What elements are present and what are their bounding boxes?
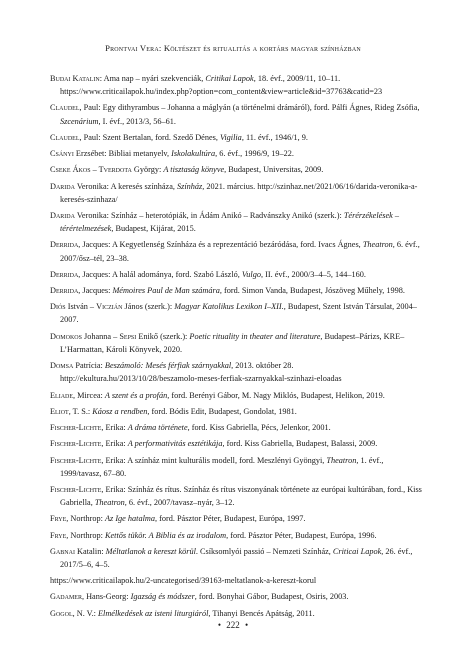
bibliography-entry xyxy=(50,147,426,160)
entry-text: T. S.: xyxy=(70,406,93,416)
bibliography-entry xyxy=(50,545,426,571)
entry-text: Erika: xyxy=(103,439,128,449)
entry-author: Csányi xyxy=(50,149,74,159)
entry-author: Viczián xyxy=(96,302,123,312)
bibliography-entry xyxy=(50,300,426,326)
entry-text: , II. évf., 2000/3–4–5, 144–160. xyxy=(260,269,366,279)
bibliography-entry xyxy=(50,421,426,434)
entry-text: Northrop: xyxy=(68,530,105,540)
entry-text: Veronika: Színház – heterotópiák, in Ádám Anikó – Radvánszky Anikó (szerk.): xyxy=(74,210,344,220)
bibliography-entry xyxy=(50,131,426,144)
entry-text: , ford. Kiss Gabriella, Pécs, Jelenkor, 2001. xyxy=(187,423,331,432)
entry-title: Vigilia xyxy=(219,132,242,142)
entry-text: , ford. Berényi Gábor, M. Nagy Miklós, Budapest, Helikon, 2019. xyxy=(167,390,385,400)
bibliography-entry xyxy=(50,454,426,480)
entry-text: , 2021. március. http://szinhaz.net/2021/06/16/darida-veronika-a-keresés-szinhaza/ xyxy=(60,181,418,204)
entry-title: Theatron xyxy=(362,240,393,250)
entry-text: , ford. Bódis Edit, Budapest, Gondolat, 1981. xyxy=(147,406,297,416)
entry-author: Darida xyxy=(50,181,75,191)
entry-title: Vulgo xyxy=(241,269,261,279)
bibliography-entry xyxy=(50,238,426,264)
entry-author: Derrida, xyxy=(50,269,81,279)
bibliography-entry xyxy=(50,101,426,127)
entry-title: Magyar Katolikus Lexikon I–XII. xyxy=(174,302,284,312)
entry-text: , 6. évf., 1996/9, 19–22. xyxy=(215,149,294,159)
entry-text: Erzsébet: Bibliai metanyelv, xyxy=(73,149,172,159)
entry-title: Kettős tükör. A Biblia és az irodalom xyxy=(105,530,227,540)
entry-author: Frye, xyxy=(50,514,69,524)
entry-title: Szcenárium xyxy=(60,116,99,126)
entry-title: Méltatlanok a kereszt körül xyxy=(105,546,196,556)
entry-text: , Budapest, Universitas, 2009. xyxy=(224,165,324,175)
entry-author: Cseke Ákos – Tverdota xyxy=(50,165,132,175)
bibliography-entry xyxy=(50,574,426,587)
entry-text: , 2013. október 28. http://ekultura.hu/2013/10/28/beszamolo-meses-ferfiak-szarnyakkal-szinhazi-eloadas xyxy=(60,361,342,384)
entry-text: Mircea: xyxy=(75,390,105,400)
entry-text: Erika: xyxy=(103,423,128,432)
entry-text: , 1. évf., 1999/tavasz, 67–80. xyxy=(60,455,384,478)
bibliography-entry xyxy=(50,268,426,281)
entry-text: Patrícia: xyxy=(73,361,105,371)
running-header: Prontvai Vera: Költészet és ritualitás a kortárs magyar színházban xyxy=(105,43,361,53)
entry-text: Northrop: xyxy=(68,514,105,524)
entry-text: Veronika: A keresés színháza, xyxy=(74,181,177,191)
bibliography-entry xyxy=(50,483,426,509)
bibliography-entry xyxy=(50,590,426,603)
entry-author: Eliot, xyxy=(50,406,71,416)
entry-author: Eliade, xyxy=(50,390,76,400)
entry-title: Mémoires Paul de Man számára xyxy=(112,286,220,296)
bibliography-entry xyxy=(50,163,426,176)
entry-title: Theatron xyxy=(94,498,125,508)
entry-title: Térérzékelések – térértelmezések xyxy=(60,210,400,234)
bibliography-entry xyxy=(50,180,426,206)
entry-text: , ford. Bonyhai Gábor, Budapest, Osiris, 2003. xyxy=(194,592,349,602)
entry-title: Káosz a rendben xyxy=(92,406,148,416)
entry-title: Az Ige hatalma xyxy=(105,514,155,524)
entry-text: , 6. évf., 2007/ősz–tél, 23–38. xyxy=(60,240,420,263)
bibliography-entry xyxy=(50,607,426,620)
page-number: 222 xyxy=(226,620,240,630)
entry-text: , 6. évf., 2007/tavasz–nyár, 3–12. xyxy=(124,498,235,508)
entry-text: N. V.: xyxy=(74,608,98,618)
entry-text: , ford. Kiss Gabriella, Budapest, Balassi, 2009. xyxy=(222,439,378,449)
entry-text: Jacques: A Kegyetlenség Színháza és a reprezentáció bezáródása, ford. Ivacs Ágnes, xyxy=(80,240,363,250)
entry-text: György: xyxy=(131,165,164,175)
entry-text: Paul: Egy dithyrambus – Johanna a máglyán (a történelmi drámáról), ford. Pálfi Ágnes, Rideg Zsófia, xyxy=(81,103,420,113)
entry-title: Iskolakultúra xyxy=(171,149,216,159)
entry-author: Gadamer, xyxy=(50,592,85,602)
entry-title: Elmélkedések az isteni liturgiáról xyxy=(98,608,209,618)
entry-title: Beszámoló: Mesés férfiak szárnyakkal xyxy=(104,361,232,371)
entry-text: Hans-Georg: xyxy=(84,592,131,602)
entry-text: , Tihanyi Bencés Apátság, 2011. xyxy=(208,608,315,618)
bibliography-entry xyxy=(50,389,426,402)
entry-text: János (szerk.): xyxy=(122,302,175,312)
entry-author: Domokos xyxy=(50,331,82,341)
entry-title: Theatron xyxy=(326,455,357,465)
entry-text: , 11. évf., 1946/1, 9. xyxy=(241,132,308,142)
bibliography-list xyxy=(50,72,426,623)
entry-author: Claudel, xyxy=(50,132,82,142)
entry-author: Derrida, xyxy=(50,240,81,250)
entry-text: Erika: A színház mint kulturális modell, ford. Meszlényi Gyöngyi, xyxy=(103,455,327,465)
entry-author: Frye, xyxy=(50,530,69,540)
entry-author: Diós xyxy=(50,302,66,312)
entry-title: Criticai Lapok xyxy=(332,546,382,556)
bullet-left: • xyxy=(217,620,221,630)
entry-title: A szent és a profán xyxy=(104,390,168,400)
entry-text: Johanna – xyxy=(81,331,120,341)
bibliography-entry xyxy=(50,72,426,98)
entry-text: , Budapest, Szent István Társulat, 2004–2007. xyxy=(60,302,417,325)
entry-url: https://www.criticailapok.hu/2-uncategorised/39163-meltatlanok-a-kereszt-korul xyxy=(50,576,317,586)
entry-author: Claudel, xyxy=(50,103,82,113)
entry-text: , ford. Pásztor Péter, Budapest, Európa, 1996. xyxy=(226,530,377,540)
entry-text: István – xyxy=(65,302,97,312)
entry-text: Ama nap – nyári szekvenciák, xyxy=(102,74,206,83)
entry-text: , Budapest–Párizs, KRE–L’Harmattan, Károli Könyvek, 2020. xyxy=(60,331,405,354)
entry-author: Gabnai xyxy=(50,546,75,556)
bullet-right: • xyxy=(245,620,249,630)
entry-text: Jacques: A halál adománya, ford. Szabó László, xyxy=(80,269,242,279)
entry-text: Enikő (szerk.): xyxy=(136,331,190,341)
entry-text: . Csíksomlyói passió – Nemzeti Színház, xyxy=(195,546,333,556)
entry-author: Budai Katalin: xyxy=(50,74,102,83)
entry-author: Fischer-Lichte, xyxy=(50,423,104,432)
page-footer xyxy=(0,620,466,630)
entry-text: , 26. évf., 2017/5–6, 4–5. xyxy=(60,546,413,569)
entry-author: Fischer-Lichte, xyxy=(50,439,104,449)
entry-text: Katalin: xyxy=(74,546,106,556)
entry-text: Erika: Színház és rítus. Színház és rítus viszonyának története az európai kultúrában, ford., Kiss Gabriella, xyxy=(60,484,422,508)
entry-author: Gogol, xyxy=(50,608,75,618)
entry-text: Jacques: xyxy=(80,286,113,296)
entry-title: Színház xyxy=(177,181,203,191)
entry-author: Fischer-Lichte, xyxy=(50,484,104,494)
entry-title: A tisztaság könyve xyxy=(163,165,225,175)
bibliography-entry xyxy=(50,405,426,418)
bibliography-entry xyxy=(50,330,426,356)
bibliography-entry xyxy=(50,209,426,235)
entry-text: , 18. évf., 2009/11, 10–11. https://www.criticailapok.hu/index.php?option=com_content&view=article&id=37763&catid=23 xyxy=(60,74,383,97)
entry-author: Fischer-Lichte, xyxy=(50,455,104,465)
entry-title: A performativitás esztétikája xyxy=(127,439,223,449)
entry-author: Sepsi xyxy=(119,331,137,341)
bibliography-entry xyxy=(50,529,426,542)
entry-text: , Budapest, Kijárat, 2015. xyxy=(111,224,196,234)
entry-title: Critikai Lapok xyxy=(205,74,254,83)
bibliography-entry xyxy=(50,359,426,385)
bibliography-entry xyxy=(50,284,426,297)
entry-title: Igazság és módszer xyxy=(130,592,195,602)
entry-text: , I. évf., 2013/3, 56–61. xyxy=(98,116,176,126)
entry-text: , ford. Simon Vanda, Budapest, Jószöveg Műhely, 1998. xyxy=(219,286,405,296)
bibliography-entry xyxy=(50,437,426,450)
entry-text: , ford. Pásztor Péter, Budapest, Európa, 1997. xyxy=(154,514,306,524)
entry-title: A dráma története xyxy=(127,423,188,432)
entry-text: Paul: Szent Bertalan, ford. Szedő Dénes, xyxy=(81,132,220,142)
bibliography-entry xyxy=(50,512,426,525)
entry-author: Domsa xyxy=(50,361,74,371)
entry-author: Darida xyxy=(50,210,75,220)
entry-author: Derrida, xyxy=(50,286,81,296)
entry-title: Poetic rituality in theater and literature xyxy=(189,331,321,341)
